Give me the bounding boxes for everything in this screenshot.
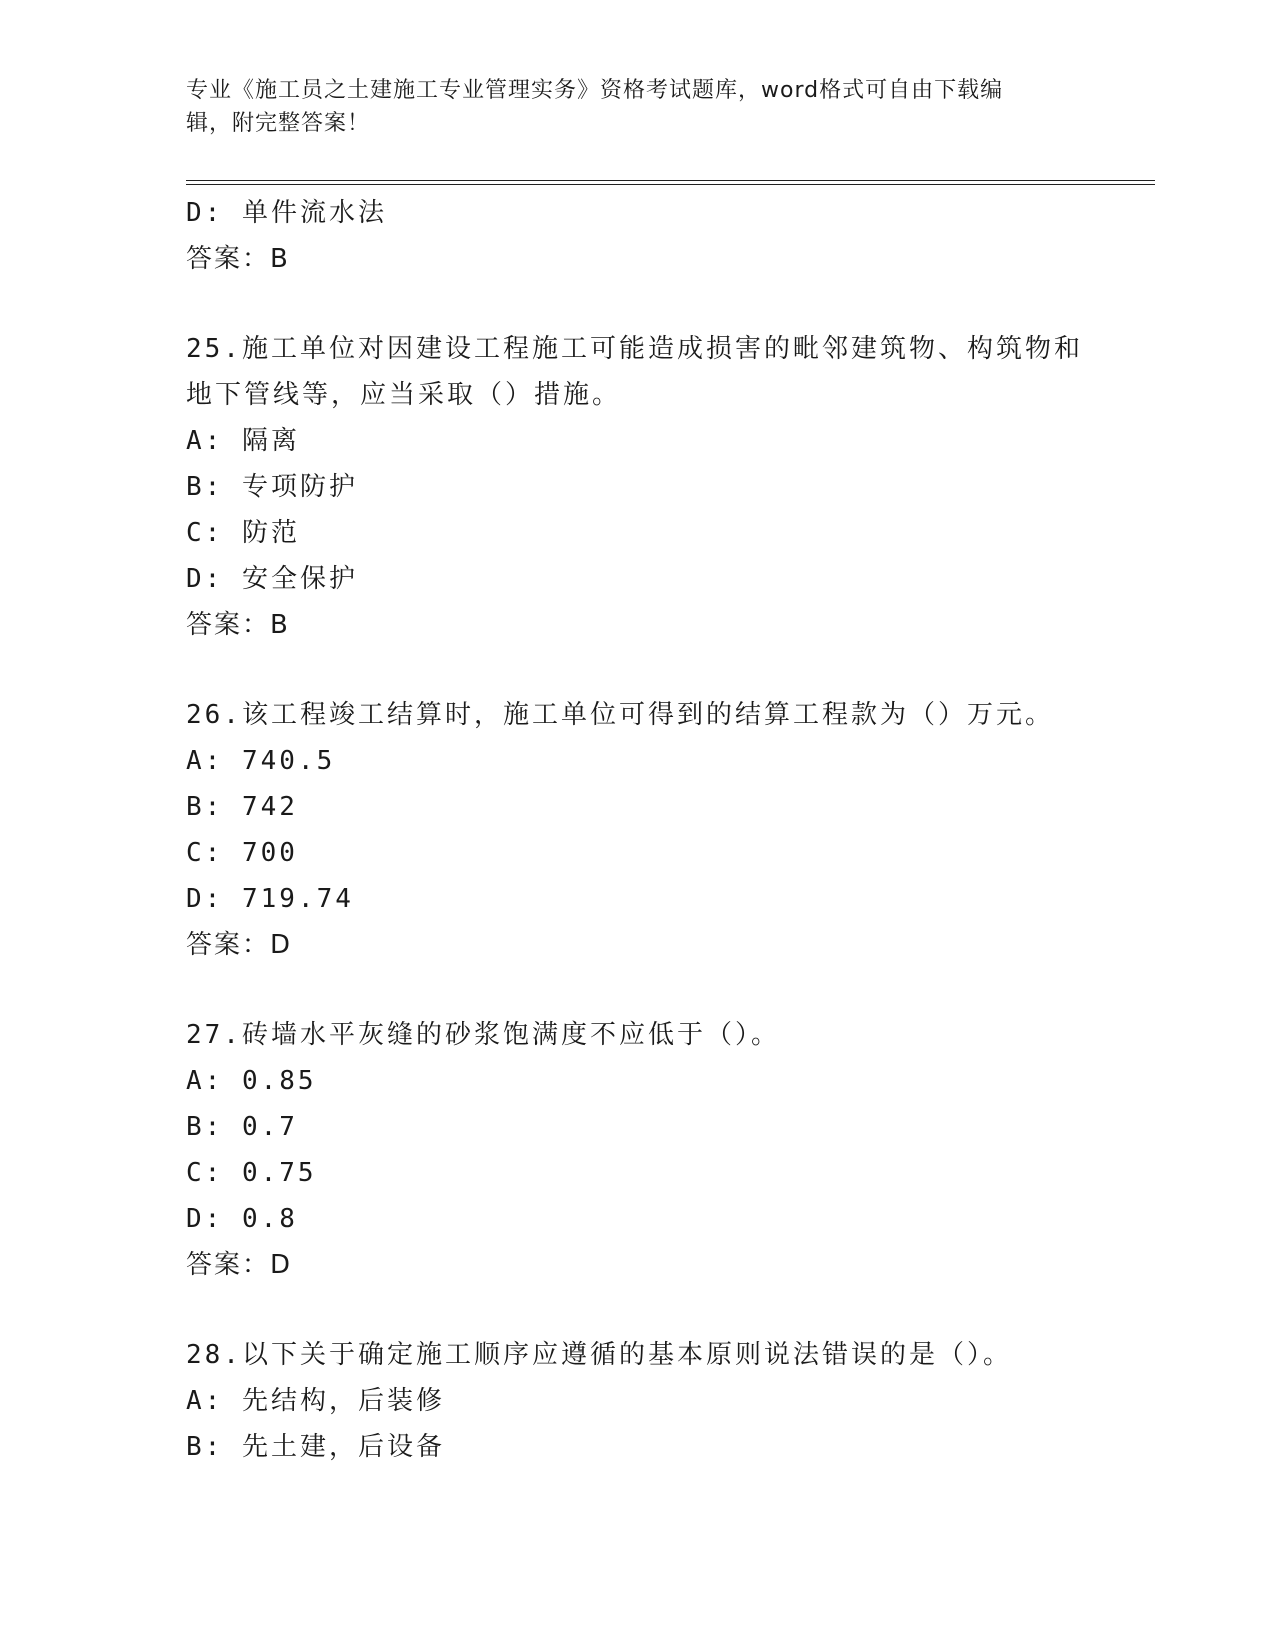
- question-28: [186, 1332, 1086, 1470]
- option-b: B: 742: [186, 792, 298, 822]
- option-c: C: 防范: [186, 518, 300, 548]
- option-d: D: 719.74: [186, 884, 354, 914]
- answer-line: 答案：B: [186, 244, 290, 274]
- option-c: C: 700: [186, 838, 298, 868]
- spacer: [186, 1288, 1086, 1332]
- option-d: D: 单件流水法: [186, 198, 387, 228]
- question-25: [186, 326, 1086, 648]
- document-header: [186, 74, 1086, 140]
- option-d: D: 安全保护: [186, 564, 358, 594]
- header-divider-top: [186, 180, 1155, 181]
- answer-line: 答案：D: [186, 930, 293, 960]
- question-content: [186, 190, 1086, 1470]
- spacer: [186, 282, 1086, 326]
- option-a: A: 隔离: [186, 426, 300, 456]
- option-a: A: 先结构，后装修: [186, 1386, 445, 1416]
- question-stem-line-1: 26.该工程竣工结算时，施工单位可得到的结算工程款为（）万元。: [186, 700, 1054, 730]
- previous-question-fragment: [186, 190, 1086, 282]
- question-stem-line-2: 地下管线等，应当采取（）措施。: [186, 380, 622, 410]
- question-stem-line-1: 27.砖墙水平灰缝的砂浆饱满度不应低于（）。: [186, 1020, 780, 1050]
- option-d: D: 0.8: [186, 1204, 298, 1234]
- option-a: A: 740.5: [186, 746, 336, 776]
- option-b: B: 专项防护: [186, 472, 358, 502]
- spacer: [186, 968, 1086, 1012]
- option-c: C: 0.75: [186, 1158, 317, 1188]
- question-stem-line-1: 28.以下关于确定施工顺序应遵循的基本原则说法错误的是（）。: [186, 1340, 1012, 1370]
- header-line-1: 专业《施工员之土建施工专业管理实务》资格考试题库，word格式可自由下载编: [186, 78, 1004, 103]
- header-line-2: 辑，附完整答案！: [186, 111, 371, 136]
- question-27: [186, 1012, 1086, 1288]
- spacer: [186, 648, 1086, 692]
- answer-line: 答案：D: [186, 1250, 293, 1280]
- answer-line: 答案：B: [186, 610, 290, 640]
- header-divider-bottom: [186, 184, 1155, 185]
- question-stem-line-1: 25.施工单位对因建设工程施工可能造成损害的毗邻建筑物、构筑物和: [186, 334, 1083, 364]
- option-b: B: 0.7: [186, 1112, 298, 1142]
- question-26: [186, 692, 1086, 968]
- option-a: A: 0.85: [186, 1066, 317, 1096]
- option-b: B: 先土建，后设备: [186, 1432, 445, 1462]
